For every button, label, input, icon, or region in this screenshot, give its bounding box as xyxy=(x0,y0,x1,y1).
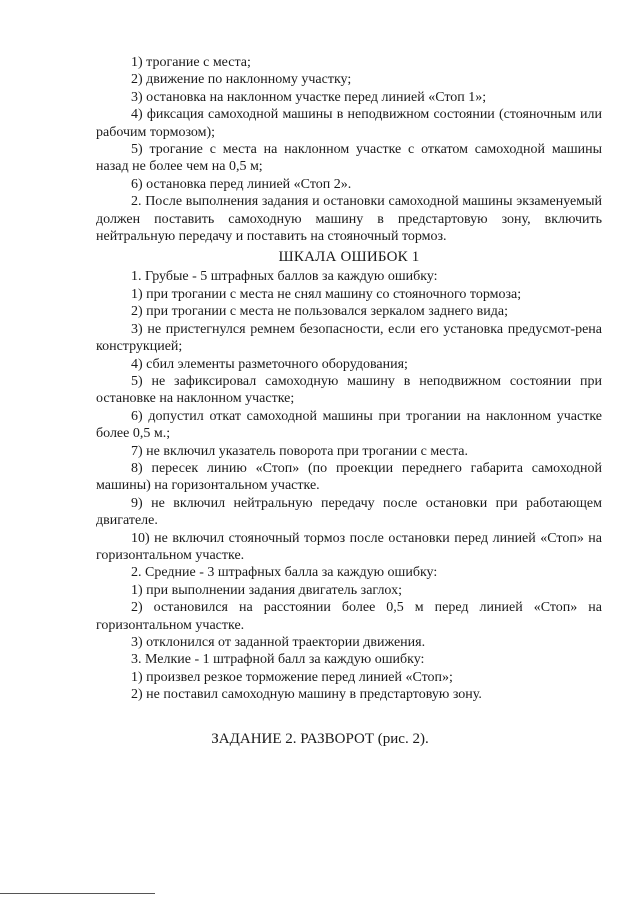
paragraph: 5) трогание с места на наклонном участке с откатом самоходной машины назад не более чем на 0,5 м; xyxy=(96,142,602,175)
error-item: 3) не пристегнулся ремнем безопасности, если его установка предусмот-рена конструкцией; xyxy=(96,321,602,355)
paragraph: 1) трогание с места; xyxy=(131,55,251,70)
error-item: 2) не поставил самоходную машину в предстартовую зону. xyxy=(131,687,482,703)
error-item: 2) при трогании с места не пользовался зеркалом заднего вида; xyxy=(131,304,509,320)
paragraph: 6) остановка перед линией «Стоп 2». xyxy=(131,176,352,192)
error-item: 1) при выполнении задания двигатель заглох; xyxy=(131,582,402,598)
error-item: 2) остановился на расстоянии более 0,5 м перед линией «Стоп» на горизонтальном участке. xyxy=(96,600,602,633)
paragraph: 2. После выполнения задания и остановки самоходной машины экзаменуемый должен поставить самоходную машину в предстартовую зону, включить нейтральную передачу и поставить на стояночный тормоз. xyxy=(96,194,602,245)
error-item: 1) при трогании с места не снял машину со стояночного тормоза; xyxy=(131,286,522,302)
error-item: 7) не включил указатель поворота при трогании с места. xyxy=(131,443,468,459)
document-body xyxy=(96,54,602,704)
error-item: 1) произвел резкое торможение перед линией «Стоп»; xyxy=(131,669,453,685)
error-item: 5) не зафиксировал самоходную машину в неподвижном состоянии при остановке на наклонном участке; xyxy=(96,373,602,407)
paragraph: 4) фиксация самоходной машины в неподвижном состоянии (стояночным или рабочим тормозом); xyxy=(96,107,602,140)
error-item: 3) отклонился от заданной траектории движения. xyxy=(131,635,426,650)
error-item: 6) допустил откат самоходной машины при трогании на наклонном участке более 0,5 м.; xyxy=(96,408,602,442)
paragraph: 2) движение по наклонному участку; xyxy=(131,72,352,88)
error-item: 8) пересек линию «Стоп» (по проекции переднего габарита самоходной машины) на горизонтальном участке. xyxy=(96,460,602,494)
error-item: 4) сбил элементы разметочного оборудования; xyxy=(131,356,408,372)
error-item: 9) не включил нейтральную передачу после остановки при работающем двигателе. xyxy=(96,495,602,529)
next-section-heading: ЗАДАНИЕ 2. РАЗВОРОТ (рис. 2). xyxy=(211,731,429,747)
error-category: 3. Мелкие - 1 штрафной балл за каждую ошибку: xyxy=(131,652,425,668)
error-category: 1. Грубые - 5 штрафных баллов за каждую ошибку: xyxy=(131,269,438,285)
error-item: 10) не включил стояночный тормоз после остановки перед линией «Стоп» на горизонтальном участке. xyxy=(96,530,602,563)
footnote-rule xyxy=(0,893,155,894)
section-heading: ШКАЛА ОШИБОК 1 xyxy=(278,249,420,266)
error-category: 2. Средние - 3 штрафных балла за каждую ошибку: xyxy=(131,565,438,581)
paragraph: 3) остановка на наклонном участке перед линией «Стоп 1»; xyxy=(131,89,487,105)
